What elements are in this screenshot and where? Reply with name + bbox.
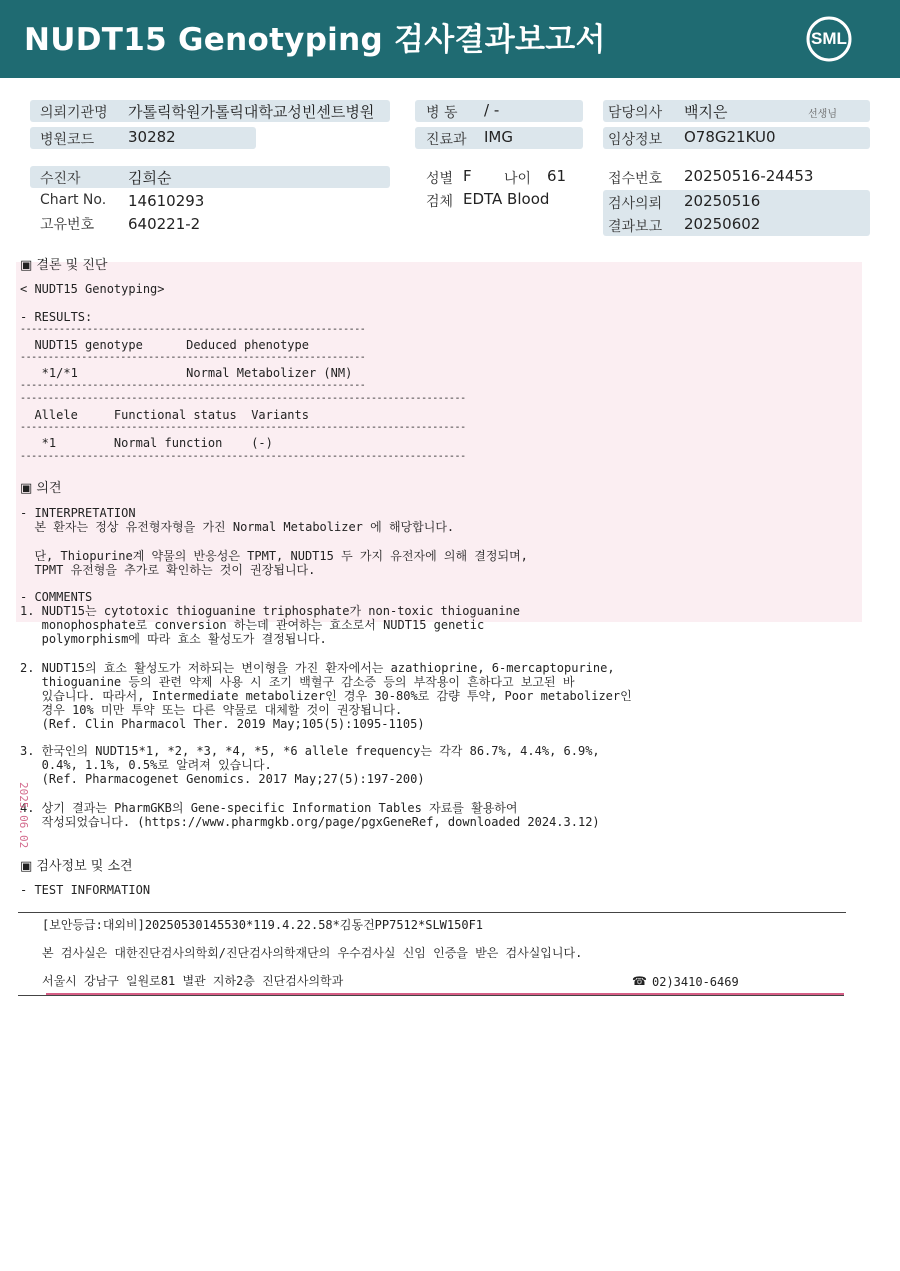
- comment-2-line-4: 경우 10% 미만 투약 또는 다른 약물로 대체할 것이 권장됩니다.: [20, 703, 403, 717]
- comment-3-line-2: 0.4%, 1.1%, 0.5%로 알려져 있습니다.: [20, 758, 272, 772]
- interpretation-line-1: 본 환자는 정상 유전형자형을 가진 Normal Metabolizer 에 해당합니다.: [20, 520, 455, 534]
- ward-label: 병 동: [426, 105, 458, 121]
- comment-2-line-3: 있습니다. 따라서, Intermediate metabolizer인 경우 30-80%로 감량 투약, Poor metabolizer인: [20, 689, 632, 703]
- ward-value: / -: [484, 101, 500, 119]
- divider-bottom-highlight: [46, 993, 844, 995]
- comment-3-line-3: (Ref. Pharmacogenet Genomics. 2017 May;27(5):197-200): [20, 772, 425, 786]
- interpretation-line-3: TPMT 유전형을 추가로 확인하는 것이 권장됩니다.: [20, 563, 316, 577]
- unique-label: 고유번호: [40, 217, 95, 233]
- phone-line: 02)3410-6469: [652, 975, 739, 989]
- request-value: 20250516: [684, 192, 761, 210]
- chart-label: Chart No.: [40, 192, 107, 208]
- comment-1-line-3: polymorphism에 따라 효소 활성도가 결정됩니다.: [20, 632, 327, 646]
- sml-logo: [804, 14, 854, 64]
- institution-value: 가톨릭학원가톨릭대학교성빈센트병원: [128, 103, 375, 121]
- dash-rule-2: --------------------------------------------------------------: [20, 352, 366, 363]
- doctor-value: 백지은: [684, 103, 728, 121]
- chart-value: 14610293: [128, 192, 205, 210]
- comment-4-line-2: 작성되었습니다. (https://www.pharmgkb.org/page/pgxGeneRef, downloaded 2024.3.12): [20, 815, 600, 829]
- comment-2-line-2: thioguanine 등의 관련 약제 사용 시 조기 백혈구 감소증 등의 부작용이 흔하다고 보고된 바: [20, 675, 575, 689]
- comment-2-line-5: (Ref. Clin Pharmacol Ther. 2019 May;105(5):1095-1105): [20, 717, 425, 731]
- patient-pill: [30, 166, 390, 188]
- allele-header: Allele Functional status Variants: [20, 408, 309, 422]
- sex-value: F: [463, 167, 472, 185]
- section-opinion-heading: ▣ 의견: [20, 481, 62, 496]
- dash-rule-4: --------------------------------------------------------------------------------: [20, 393, 466, 404]
- section-conclusion-heading: ▣ 결론 및 진단: [20, 258, 108, 273]
- patient-value: 김희순: [128, 169, 172, 187]
- divider-top: [18, 912, 846, 913]
- hospital-code-label: 병원코드: [40, 132, 95, 148]
- section-test-info-heading: ▣ 검사정보 및 소견: [20, 859, 133, 874]
- hospital-code-value: 30282: [128, 128, 176, 146]
- phone-icon: ☎: [632, 974, 647, 988]
- receipt-value: 20250516-24453: [684, 167, 814, 185]
- report-title: NUDT15 Genotyping 검사결과보고서: [24, 22, 606, 58]
- sex-label: 성별: [426, 171, 454, 187]
- dash-rule-3: --------------------------------------------------------------: [20, 380, 366, 391]
- comments-label: - COMMENTS: [20, 590, 93, 604]
- dash-rule-1: --------------------------------------------------------------: [20, 324, 366, 335]
- specimen-value: EDTA Blood: [463, 190, 550, 208]
- report-header: [0, 0, 900, 78]
- department-label: 진료과: [426, 132, 467, 148]
- dash-rule-5: --------------------------------------------------------------------------------: [20, 422, 466, 433]
- genotype-header: NUDT15 genotype Deduced phenotype: [20, 338, 309, 352]
- allele-row: *1 Normal function (-): [20, 436, 273, 450]
- doctor-suffix: 선생님: [808, 109, 837, 120]
- comment-3-line-1: 3. 한국인의 NUDT15*1, *2, *3, *4, *5, *6 allele frequency는 각각 86.7%, 4.4%, 6.9%,: [20, 744, 600, 758]
- age-value: 61: [547, 167, 567, 185]
- certification-line: 본 검사실은 대한진단검사의학회/진단검사의학재단의 우수검사실 신임 인증을 받은 검사실입니다.: [42, 946, 583, 960]
- report-value: 20250602: [684, 215, 761, 233]
- genotype-row: *1/*1 Normal Metabolizer (NM): [20, 366, 353, 380]
- request-label: 검사의뢰: [608, 196, 663, 212]
- comment-4-line-1: 4. 상기 결과는 PharmGKB의 Gene-specific Information Tables 자료를 활용하여: [20, 801, 518, 815]
- department-value: IMG: [484, 128, 513, 146]
- comment-1-line-1: 1. NUDT15는 cytotoxic thioguanine triphosphate가 non-toxic thioguanine: [20, 604, 521, 618]
- comment-1-line-2: monophosphate로 conversion 하는데 관여하는 효소로서 NUDT15 genetic: [20, 618, 485, 632]
- institution-label: 의뢰기관명: [40, 105, 108, 121]
- clinical-label: 임상정보: [608, 132, 663, 148]
- interpretation-line-2: 단, Thiopurine계 약물의 반응성은 TPMT, NUDT15 두 가지 유전자에 의해 결정되며,: [20, 549, 528, 563]
- interpretation-label: - INTERPRETATION: [20, 506, 136, 520]
- address-line: 서울시 강남구 일원로81 별관 지하2층 진단검사의학과: [42, 974, 344, 988]
- side-stamp: 2025.06.02: [17, 782, 30, 849]
- age-label: 나이: [504, 171, 532, 187]
- specimen-label: 검체: [426, 194, 454, 210]
- dash-rule-6: --------------------------------------------------------------------------------: [20, 451, 466, 462]
- patient-label: 수진자: [40, 171, 81, 187]
- unique-value: 640221-2: [128, 215, 201, 233]
- report-label: 결과보고: [608, 219, 663, 235]
- comment-2-line-1: 2. NUDT15의 효소 활성도가 저하되는 변이형을 가진 환자에서는 azathioprine, 6-mercaptopurine,: [20, 661, 615, 675]
- results-label: - RESULTS:: [20, 310, 93, 324]
- security-line: [보안등급:대외비]20250530145530*119.4.22.58*김동건PP7512*SLW150F1: [42, 918, 484, 932]
- doctor-label: 담당의사: [608, 105, 663, 121]
- logo-text: SML: [811, 29, 847, 48]
- test-info-label: - TEST INFORMATION: [20, 883, 151, 897]
- divider-bottom: [18, 995, 844, 996]
- test-name: < NUDT15 Genotyping>: [20, 282, 165, 296]
- clinical-value: O78G21KU0: [684, 128, 776, 146]
- receipt-label: 접수번호: [608, 171, 663, 187]
